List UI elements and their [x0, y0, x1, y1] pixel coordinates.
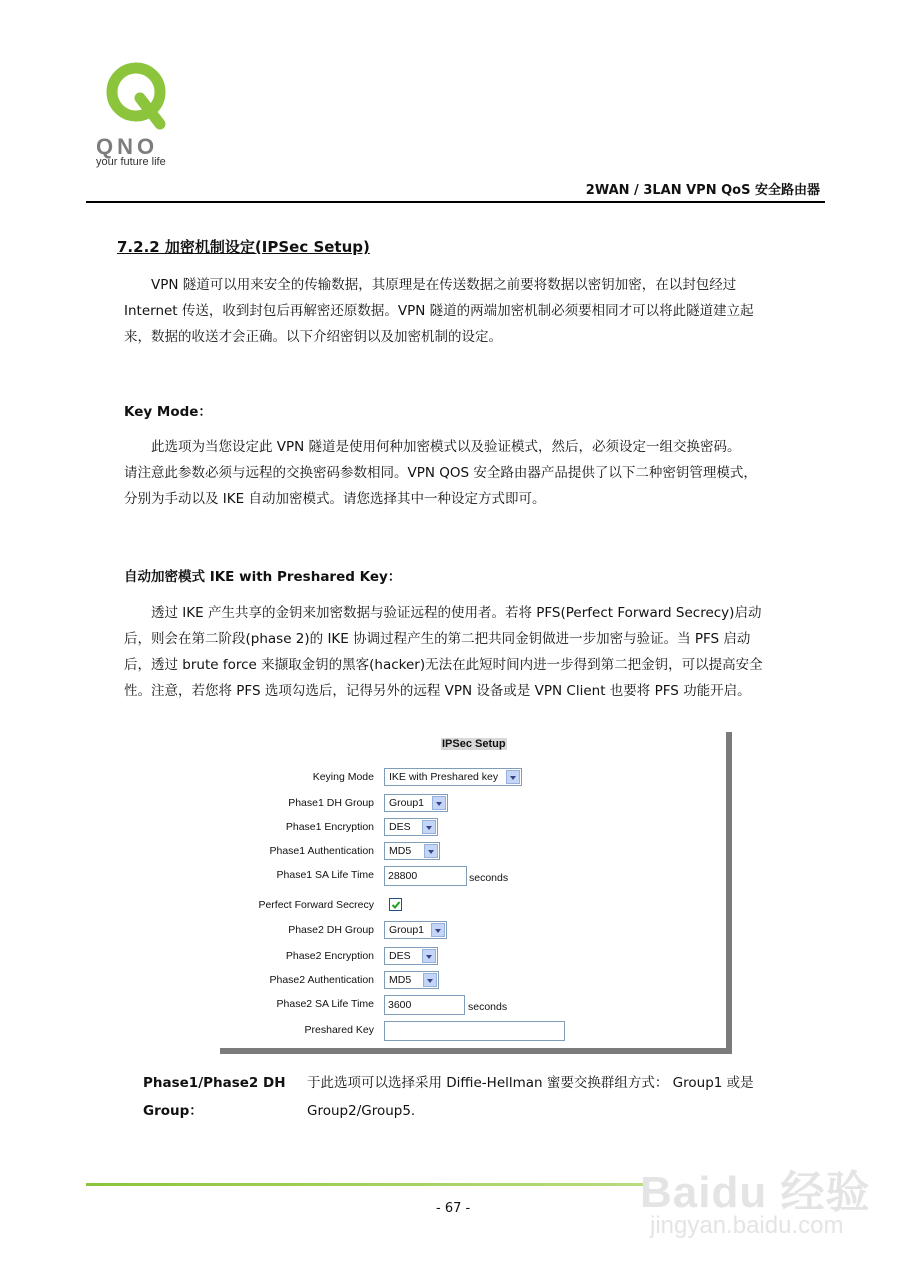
- definition-description: [307, 1069, 807, 1125]
- panel-shadow-right: [726, 732, 732, 1054]
- intro-line-1: VPN 隧道可以用来安全的传输数据，其原理是在传送数据之前要将数据以密钥加密，在以封包经过: [151, 277, 737, 293]
- preshared-key-input[interactable]: [384, 1021, 565, 1041]
- ike-title: 自动加密模式 IKE with Preshared Key：: [124, 569, 402, 585]
- baidu-watermark-url: jingyan.baidu.com: [650, 1212, 844, 1239]
- definition-term-line-2: Group：: [143, 1103, 203, 1119]
- ipsec-setup-panel: [220, 732, 732, 1054]
- footer-divider: [86, 1183, 646, 1186]
- phase1-authentication-row: [220, 842, 720, 862]
- ike-line-2: 后，则会在第二阶段(phase 2)的 IKE 协调过程产生的第二把共同金钥做进一步加密与验证。当 PFS 启动: [124, 631, 751, 647]
- chevron-down-icon[interactable]: [423, 973, 437, 987]
- chevron-down-icon[interactable]: [424, 844, 438, 858]
- phase1-encryption-select[interactable]: [384, 818, 438, 836]
- intro-line-2: Internet 传送，收到封包后再解密还原数据。VPN 隧道的两端加密机制必须要相同才可以将此隧道建立起: [124, 303, 754, 319]
- logo-wordmark: QNO: [96, 134, 159, 159]
- ike-paragraph: [124, 600, 824, 704]
- key-mode-line-2: 请注意此参数必须与远程的交换密码参数相同。VPN QOS 安全路由器产品提供了以下二种密钥管理模式，: [124, 465, 757, 481]
- keying-mode-label: Keying Mode: [312, 771, 374, 783]
- pfs-label: Perfect Forward Secrecy: [258, 899, 374, 911]
- keying-mode-value: IKE with Preshared key: [389, 771, 499, 783]
- qno-logo-icon: [104, 60, 174, 130]
- ike-line-4: 性。注意，若您将 PFS 选项勾选后，记得另外的远程 VPN 设备或是 VPN Client 也要将 PFS 功能开启。: [124, 683, 751, 699]
- phase2-encryption-value: DES: [389, 950, 411, 962]
- phase2-dh-select[interactable]: [384, 921, 447, 939]
- phase2-lifetime-input[interactable]: 3600: [384, 995, 465, 1015]
- phase1-encryption-value: DES: [389, 821, 411, 833]
- chevron-down-icon[interactable]: [431, 923, 445, 937]
- pfs-row: [220, 896, 720, 916]
- definition-term-line-1: Phase1/Phase2 DH: [143, 1075, 286, 1091]
- key-mode-line-1: 此选项为当您设定此 VPN 隧道是使用何种加密模式以及验证模式，然后，必须设定一组交换密码。: [151, 439, 741, 455]
- phase1-lifetime-label: Phase1 SA Life Time: [276, 869, 374, 881]
- phase1-dh-select[interactable]: [384, 794, 448, 812]
- phase2-dh-row: [220, 921, 720, 941]
- definition-desc-line-1: 于此选项可以选择采用 Diffie-Hellman 蜜要交换群组方式： Group1 或是: [307, 1075, 754, 1091]
- phase2-authentication-label: Phase2 Authentication: [269, 974, 374, 986]
- panel-shadow-bottom: [220, 1048, 732, 1054]
- phase1-lifetime-row: [220, 866, 720, 886]
- baidu-watermark: Baidu 经验: [640, 1168, 871, 1217]
- header-title: 2WAN / 3LAN VPN QoS 安全路由器: [585, 183, 820, 198]
- phase2-encryption-row: [220, 947, 720, 967]
- chevron-down-icon[interactable]: [422, 949, 436, 963]
- ike-line-3: 后，透过 brute force 来撷取金钥的黑客(hacker)无法在此短时间内进一步得到第二把金钥，可以提高安全: [124, 657, 763, 673]
- phase1-lifetime-unit: seconds: [469, 872, 509, 884]
- phase1-dh-label: Phase1 DH Group: [288, 797, 374, 809]
- phase2-authentication-select[interactable]: [384, 971, 439, 989]
- preshared-key-row: [220, 1021, 720, 1041]
- logo-tagline: your future life: [96, 156, 166, 168]
- keying-mode-row: [220, 768, 720, 788]
- phase2-dh-value: Group1: [389, 924, 425, 936]
- preshared-key-label: Preshared Key: [304, 1024, 374, 1036]
- key-mode-paragraph: [124, 434, 824, 512]
- phase1-dh-row: [220, 794, 720, 814]
- intro-line-3: 来，数据的收送才会正确。以下介绍密钥以及加密机制的设定。: [124, 329, 502, 345]
- checkmark-icon: [391, 900, 401, 910]
- phase1-lifetime-input[interactable]: 28800: [384, 866, 467, 886]
- chevron-down-icon[interactable]: [506, 770, 520, 784]
- keying-mode-select[interactable]: [384, 768, 522, 786]
- definition-term: [143, 1069, 286, 1125]
- header-divider: [86, 201, 825, 203]
- ipsec-setup-title: IPSec Setup: [442, 738, 506, 750]
- pfs-checkbox[interactable]: [389, 898, 402, 911]
- phase2-lifetime-label: Phase2 SA Life Time: [276, 998, 374, 1010]
- chevron-down-icon[interactable]: [432, 796, 446, 810]
- phase1-authentication-label: Phase1 Authentication: [269, 845, 374, 857]
- phase1-authentication-value: MD5: [389, 845, 412, 857]
- phase2-authentication-row: [220, 971, 720, 991]
- phase2-authentication-value: MD5: [389, 974, 412, 986]
- key-mode-line-3: 分别为手动以及 IKE 自动加密模式。请您选择其中一种设定方式即可。: [124, 491, 546, 507]
- phase1-authentication-select[interactable]: [384, 842, 440, 860]
- intro-paragraph: [124, 272, 824, 350]
- phase2-encryption-select[interactable]: [384, 947, 438, 965]
- phase2-dh-label: Phase2 DH Group: [288, 924, 374, 936]
- phase2-encryption-label: Phase2 Encryption: [285, 950, 374, 962]
- phase1-encryption-label: Phase1 Encryption: [285, 821, 374, 833]
- phase2-lifetime-row: [220, 995, 720, 1015]
- chevron-down-icon[interactable]: [422, 820, 436, 834]
- phase1-dh-value: Group1: [389, 797, 425, 809]
- section-heading: 7.2.2 加密机制设定(IPSec Setup): [117, 238, 370, 256]
- page-number: - 67 -: [436, 1201, 471, 1216]
- definition-desc-line-2: Group2/Group5.: [307, 1103, 416, 1119]
- phase2-lifetime-unit: seconds: [468, 1001, 508, 1013]
- key-mode-title: Key Mode：: [124, 404, 212, 420]
- ike-line-1: 透过 IKE 产生共享的金钥来加密数据与验证远程的使用者。若将 PFS(Perfect Forward Secrecy)启动: [151, 605, 762, 621]
- phase1-encryption-row: [220, 818, 720, 838]
